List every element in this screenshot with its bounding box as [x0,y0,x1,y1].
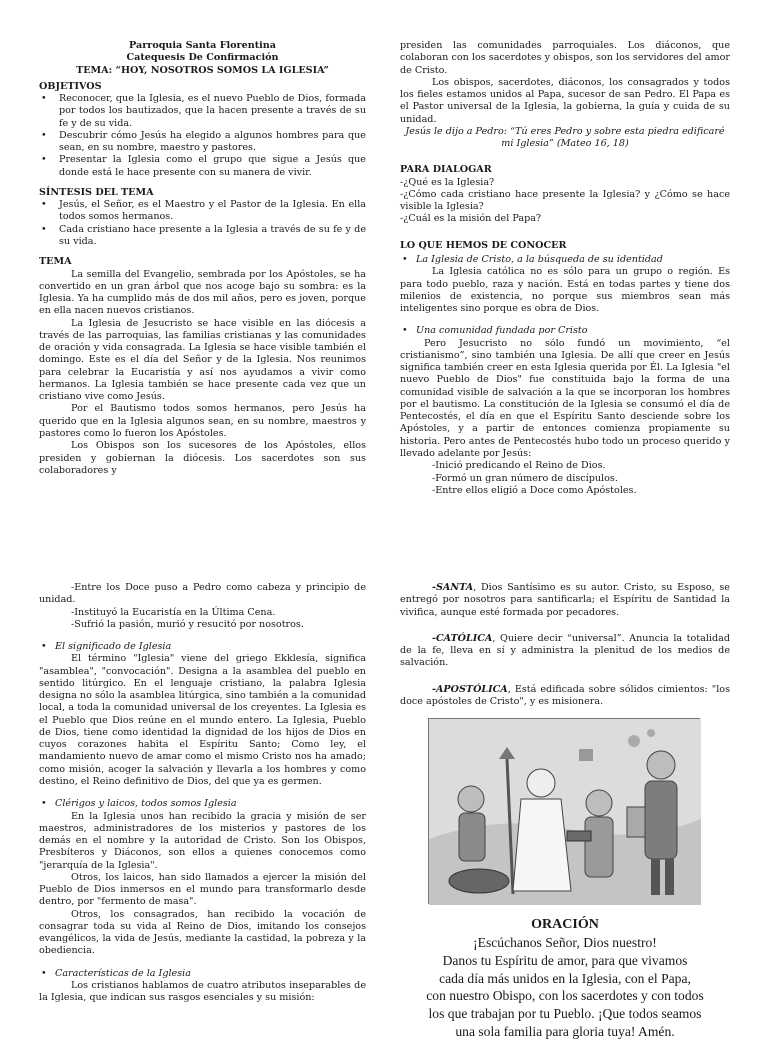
sintesis-list [55,199,366,248]
list-item: • Reconocer, que la Iglesia, es el nuevo Pueblo de Dios, formada por todos los bautizados, que la hacen presente a través de su fe y de su vida. [55,93,366,130]
parish-name: Parroquia Santa Florentina [129,40,276,51]
caracteristicas-paragraph: Los cristianos hablamos de cuatro atributos inseparables de la Iglesia, que indican sus rasgos esenciales y su misión: [39,979,366,1004]
dash-item: -Entre los Doce puso a Pedro como cabeza y principio de unidad. [39,582,366,606]
church-illustration [428,718,700,904]
objetivos-title: OBJETIVOS [39,80,102,92]
attribute-santa [400,582,730,619]
attribute-catolica [400,633,730,670]
tema-paragraph: Los Obispos son los sucesores de los Apóstoles, ellos presiden y gobiernan la diócesis. Los sacerdotes son sus colaboradores y [39,440,366,476]
column-4 [400,582,730,1040]
attribute-apostolica [400,684,730,709]
sintesis-title: SÍNTESIS DEL TEMA [39,186,154,198]
subheading-identidad: • La Iglesia de Cristo, a la búsqueda de su identidad [416,254,730,266]
subheading-caracteristicas: • Características de la Iglesia [55,968,366,980]
theme-title: TEMA: “HOY, NOSOTROS SOMOS LA IGLESIA” [76,64,329,76]
dialogar-question: -¿Cómo cada cristiano hace presente la Iglesia? y ¿Cómo se hace visible la Iglesia? [400,188,730,213]
tema-paragraph: La Iglesia de Jesucristo se hace visible en las diócesis a través de las parroquias, las familias cristianas y las comunidades de oración y vida consagrada. La Iglesia se hace visible también el domingo. Este es el día del Señor y de la Iglesia. Nos reunimos para celebrar la Eucaristía y así nos ayudamos a vivir como hermanos. La Iglesia también se hace presente cada vez que un cristiano vive como Jesús. [39,317,366,403]
laicos-paragraph: Otros, los laicos, han sido llamados a ejercer la misión del Pueblo de Dios inmersos en el mundo para transformarlo desde dentro, por "fermento de masa". [39,871,366,908]
list-item: • Cada cristiano hace presente a la Iglesia a través de su fe y de su vida. [55,224,366,249]
dash-item: -Entre ellos eligió a Doce como Apóstoles. [432,484,637,496]
tema-title: TEMA [39,256,72,268]
attribute-label: -CATÓLICA [432,632,493,644]
attribute-label: -SANTA [432,582,474,593]
attribute-text: , Dios Santísimo es su autor. Cristo, su Esposo, se entregó por nosotros para santificarla; el Espíritu de Santidad la vivifica, aunque esté formada por pecadores. [400,582,730,618]
oracion-line: Danos tu Espíritu de amor, para que vivamos [442,952,688,968]
oracion-line: los que trabajan por tu Pueblo. ¡Que todos seamos [428,1006,702,1021]
attribute-text: , Quiere decir “universal”. Anuncia la totalidad de la fe, lleva en sí y administra la plenitud de los medios de salvación. [400,632,730,669]
clerigos-paragraph: En la Iglesia unos han recibido la gracia y misión de ser maestros, administradores de los misterios y pastores de los demás en el nombre y la autoridad de Cristo. Son los Obispos, Presbíteros y Diáconos, son ellos a quienes conocemos como "jerarquía de la Iglesia". [39,810,366,871]
conocer-title: LO QUE HEMOS DE CONOCER [400,239,567,251]
tema-paragraph: La semilla del Evangelio, sembrada por los Apóstoles, se ha convertido en un gran árbol que nos acoge bajo su sombra: es la Iglesia. Ya ha cumplido más de dos mil años, pero es joven, porque en ella nacen nuevos cristianos. [39,268,366,317]
attribute-label: -APOSTÓLICA [432,683,508,695]
column-1 [39,40,366,477]
column-3 [39,582,366,1005]
list-item: • Presentar la Iglesia como el grupo que sigue a Jesús que donde está le hace presente con su manera de vivir. [55,154,366,179]
tema-paragraph: Por el Bautismo todos somos hermanos, pero Jesús ha querido que en la Iglesia algunos sean, en su nombre, maestros y pastores como lo fueron los Apóstoles. [39,403,366,439]
identidad-paragraph: La Iglesia católica no es sólo para un grupo o región. Es para todo pueblo, raza y nación. Está en todas partes y tiene dos milenios de existencia, no porque sus miembros sean más inteligentes sino porque es obra de Dios. [400,266,730,315]
consagrados-paragraph: Otros, los consagrados, han recibido la vocación de consagrar toda su vida al Reino de Dios, imitando los consejos evangélicos, la vida de Jesús, mediante la castidad, la pobreza y la obediencia. [39,908,366,957]
attribute-text: , Está edificada sobre sólidos cimientos: "los doce apóstoles de Cristo", y es misionera. [400,683,730,707]
dash-item: -Instituyó la Eucaristía en la Última Cena. [71,606,276,618]
oracion-line: una sola familia para gloria tuya! Amén. [455,1023,675,1039]
dash-item: -Inició predicando el Reino de Dios. [432,460,606,472]
papa-paragraph: Los obispos, sacerdotes, diáconos, los consagrados y todos los fieles estamos unidos al Papa, sucesor de san Pedro. El Papa es el Pastor universal de la Iglesia, la gobierna, la guía y cuida de su unidad. [400,76,730,125]
oracion-title: ORACIÓN [531,917,599,933]
significado-paragraph: El término "Iglesia" viene del griego Ekklesía, significa "asamblea", "convocación". Designa a la asamblea del pueblo en sentido litúrgico. En el lenguaje cristiano, la palabra Iglesia designa no sólo la asamblea litúrgica, sino también a la comunidad local, a toda la comunidad universal de los creyentes. La Iglesia es el Pueblo que Dios reúne en el mundo entero. La Iglesia, Pueblo de Dios, tiene como identidad la dignidad de los hijos de Dios en cuyos corazones habita el Espíritu Santo; Como ley, el mandamiento nuevo de amar como el mismo Cristo nos ha amado; como misión, acoger la salvación y llevarla a los hombres y como destino, el Reino definitivo de Dios, del que ya es germen. [39,653,366,787]
course-name: Catequesis De Confirmación [126,52,279,64]
oracion-line: ¡Escúchanos Señor, Dios nuestro! [473,935,657,951]
dash-item: -Sufrió la pasión, murió y resucitó por nosotros. [71,618,304,630]
oracion-line: con nuestro Obispo, con los sacerdotes y con todos [426,988,704,1004]
illustration-drawing [429,719,701,905]
oracion-block [400,916,730,1040]
list-item: • Descubrir cómo Jesús ha elegido a algunos hombres para que sean, en su nombre, maestro y pastores. [55,130,366,155]
dialogar-question: -¿Cuál es la misión del Papa? [400,213,542,225]
continuation-text: presiden las comunidades parroquiales. Los diáconos, que colaboran con los sacerdotes y obispos, son los servidores del amor de Cristo. [400,40,730,76]
subheading-comunidad: • Una comunidad fundada por Cristo [416,325,730,337]
dash-item: -Formó un gran número de discípulos. [432,472,618,484]
column-2 [400,40,730,497]
oracion-line: cada día más unidos en la Iglesia, con el Papa, [439,970,691,986]
list-item: • Jesús, el Señor, es el Maestro y el Pastor de la Iglesia. En ella todos somos hermanos. [55,199,366,224]
subheading-significado: • El significado de Iglesia [55,641,366,653]
comunidad-paragraph: Pero Jesucristo no sólo fundó un movimiento, “el cristianismo”, sino también una Iglesia. De allí que creer en Jesús significa también creer en esta Iglesia querida por Él. La Iglesia "el nuevo Pueblo de Dios" fue constituida bajo la forma de una comunidad visible de salvación a la que se incorporan los hombres por el bautismo. La constitución de la Iglesia se consumó el día de Pentecostés, el día en que el Espíritu Santo desciende sobre los Apóstoles, y a partir de entonces comienza propiamente su historia. Pero antes de Pentecostés hubo todo un proceso querido y llevado adelante por Jesús: [400,337,730,459]
objetivos-list [55,93,366,179]
dialogar-question: -¿Qué es la Iglesia? [400,176,495,188]
subheading-clerigos: • Clérigos y laicos, todos somos Iglesia [55,798,366,810]
dialogar-title: PARA DIALOGAR [400,164,492,176]
bible-quote: Jesús le dijo a Pedro: “Tú eres Pedro y sobre esta piedra edificaré mi Iglesia” (Mateo 16, 18) [405,125,725,150]
